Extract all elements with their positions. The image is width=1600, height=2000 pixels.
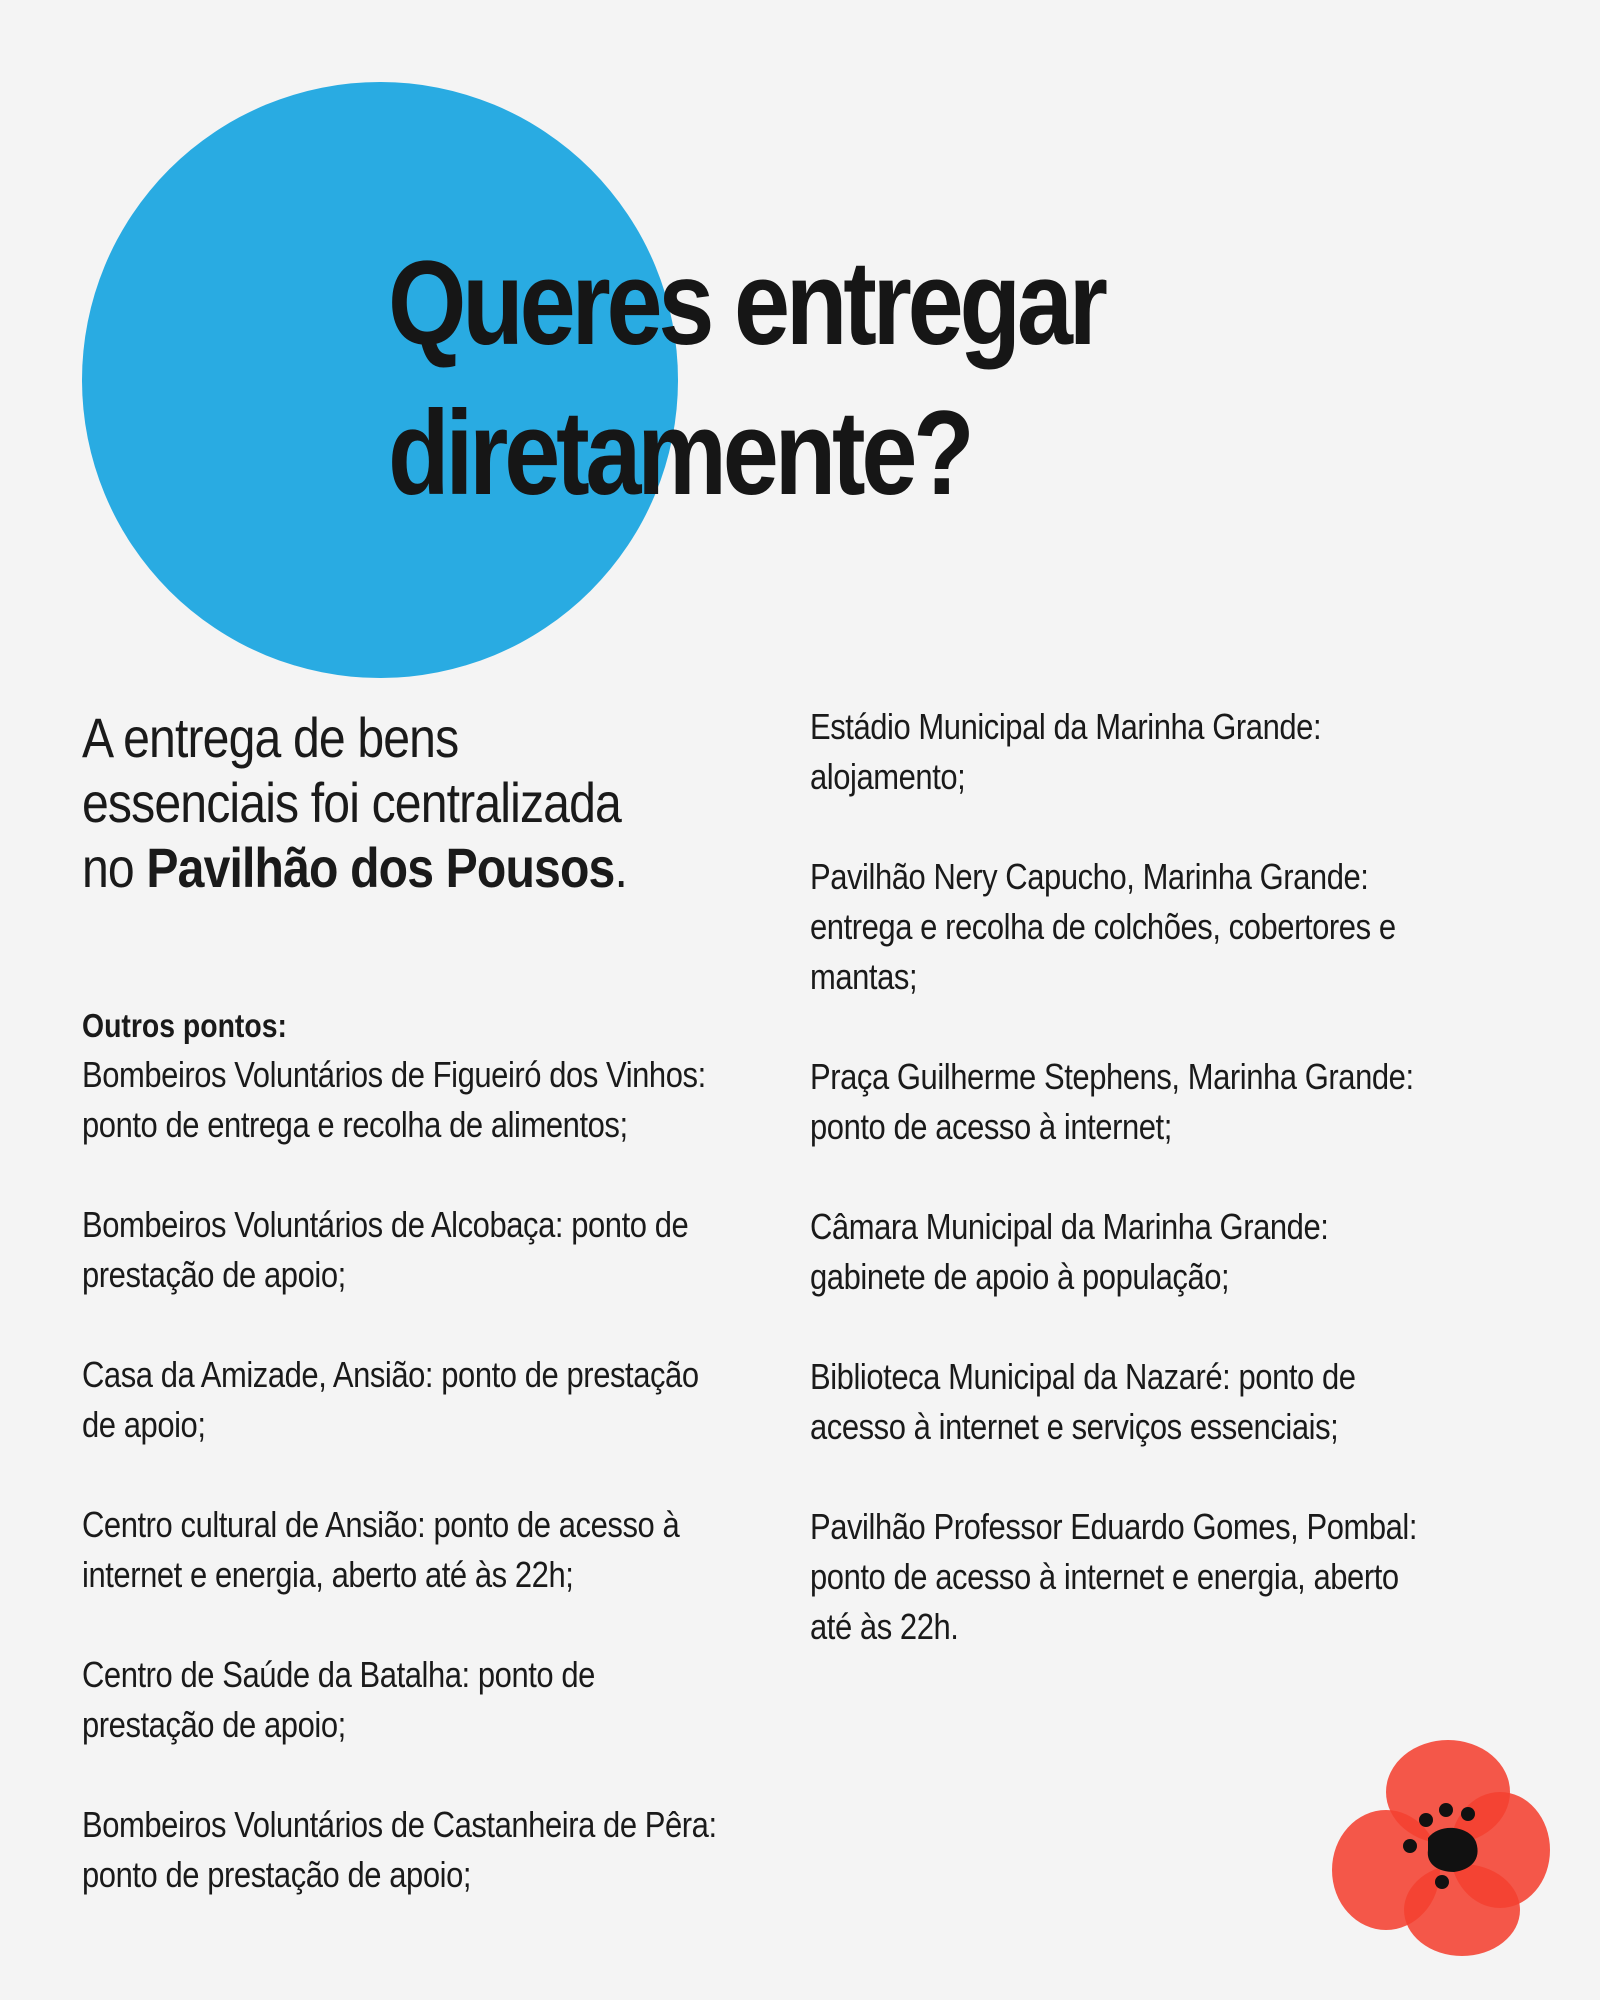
location-entry (82, 1350, 787, 1450)
location-entry (810, 1502, 1515, 1652)
location-entry-line: Bombeiros Voluntários de Figueiró dos Vinhos: (82, 1054, 706, 1095)
page-title (388, 228, 1104, 528)
poppy-flower-icon (1330, 1730, 1550, 1960)
location-entry-line: Bombeiros Voluntários de Castanheira de Pêra: (82, 1804, 717, 1845)
title-line-2: diretamente? (388, 386, 971, 520)
location-entry-line: mantas; (810, 956, 918, 997)
location-entry (810, 1202, 1515, 1302)
location-entry (810, 1052, 1515, 1152)
location-entry-line: Câmara Municipal da Marinha Grande: (810, 1206, 1329, 1247)
location-entry (82, 1500, 787, 1600)
location-entry-line: Pavilhão Nery Capucho, Marinha Grande: (810, 856, 1369, 897)
location-entry-line: Centro de Saúde da Batalha: ponto de (82, 1654, 595, 1695)
location-entry-line: entrega e recolha de colchões, cobertores e (810, 906, 1396, 947)
location-entry-line: ponto de prestação de apoio; (82, 1854, 472, 1895)
location-entry (82, 1050, 787, 1150)
intro-line-2: essenciais foi centralizada (82, 771, 621, 834)
location-entry-line: Casa da Amizade, Ansião: ponto de prestação (82, 1354, 699, 1395)
location-entry-line: de apoio; (82, 1404, 206, 1445)
location-entry-line: ponto de entrega e recolha de alimentos; (82, 1104, 628, 1145)
flower-petal (1332, 1810, 1440, 1930)
location-entry-line: Praça Guilherme Stephens, Marinha Grande: (810, 1056, 1414, 1097)
location-entry-line: prestação de apoio; (82, 1704, 346, 1745)
location-entry-line: ponto de acesso à internet; (810, 1106, 1172, 1147)
location-entry (82, 1650, 787, 1750)
right-column-list (810, 702, 1515, 1702)
intro-prefix: no (82, 836, 147, 899)
location-entry (810, 852, 1515, 1002)
location-entry (810, 1352, 1515, 1452)
location-entry-line: acesso à internet e serviços essenciais; (810, 1406, 1339, 1447)
location-entry-line: Biblioteca Municipal da Nazaré: ponto de (810, 1356, 1356, 1397)
intro-suffix: . (614, 836, 627, 899)
location-entry-line: gabinete de apoio à população; (810, 1256, 1230, 1297)
location-entry-line: alojamento; (810, 756, 966, 797)
intro-line-1: A entrega de bens (82, 706, 459, 769)
location-entry-line: Centro cultural de Ansião: ponto de acesso à (82, 1504, 680, 1545)
location-entry-line: prestação de apoio; (82, 1254, 346, 1295)
list-heading: Outros pontos: (82, 1007, 287, 1044)
location-entry-line: Estádio Municipal da Marinha Grande: (810, 706, 1322, 747)
location-entry-line: até às 22h. (810, 1606, 959, 1647)
intro-paragraph (82, 705, 701, 900)
location-entry-line: ponto de acesso à internet e energia, aberto (810, 1556, 1399, 1597)
location-entry-line: Pavilhão Professor Eduardo Gomes, Pombal: (810, 1506, 1418, 1547)
location-entry (82, 1800, 787, 1900)
intro-line-3 (82, 835, 701, 900)
left-column-list (82, 1050, 787, 1950)
location-entry (82, 1200, 787, 1300)
location-entry-line: Bombeiros Voluntários de Alcobaça: ponto de (82, 1204, 689, 1245)
location-entry-line: internet e energia, aberto até às 22h; (82, 1554, 574, 1595)
location-entry (810, 702, 1515, 802)
title-line-1: Queres entregar (388, 236, 1104, 370)
intro-location-bold: Pavilhão dos Pousos (146, 836, 615, 899)
